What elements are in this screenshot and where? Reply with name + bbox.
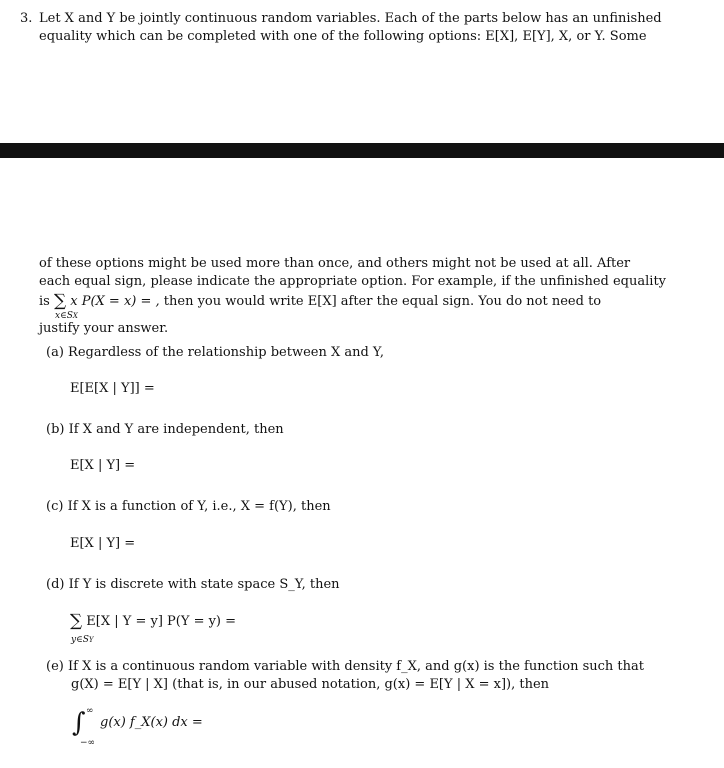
part-c — [46, 498, 331, 516]
part-text: Regardless of the relationship between X and Y, — [68, 345, 384, 360]
integral-lower-limit: −∞ — [80, 738, 96, 748]
problem-number: 3. — [20, 11, 33, 26]
sum-symbol: ∑ — [70, 611, 83, 631]
part-e-equation: g(x) f_X(x) dx = — [100, 715, 203, 730]
part-e-line2: g(X) = E[Y | X] (that is, in our abused notation, g(x) = E[Y | X = x]), then — [71, 677, 550, 692]
part-e — [46, 658, 644, 676]
part-text: If Y is discrete with state space S_Y, then — [68, 577, 340, 592]
example-formula: x P(X = x) = , — [70, 294, 160, 309]
intro-line-2: equality which can be completed with one of the following options: E[X], E[Y], X, or Y. Some — [39, 29, 647, 44]
part-a-equation: E[E[X | Y]] = — [70, 381, 155, 396]
intro-line-5-end: then you would write E[X] after the equal sign. You do not need to — [163, 294, 602, 309]
part-text: If X and Y are independent, then — [68, 422, 284, 437]
part-b — [46, 421, 284, 439]
part-b-equation: E[X | Y] = — [70, 458, 136, 473]
example-sum-subscript: x∈SX — [55, 311, 78, 321]
part-label: (b) — [46, 422, 65, 437]
part-d-equation — [70, 611, 236, 631]
part-label: (c) — [46, 499, 64, 514]
part-c-equation: E[X | Y] = — [70, 536, 136, 551]
part-d-equation-body: E[X | Y = y] P(Y = y) = — [86, 614, 237, 629]
part-a — [46, 344, 384, 362]
intro-line-6: justify your answer. — [39, 321, 169, 336]
intro-line-5-start: is — [39, 294, 50, 309]
sum-symbol: ∑ — [53, 291, 67, 311]
part-label: (a) — [46, 345, 64, 360]
integral-symbol: ∫ — [72, 708, 86, 738]
part-d — [46, 576, 340, 594]
part-text: If X is a function of Y, i.e., X = f(Y), then — [67, 499, 331, 514]
intro-line-1: Let X and Y be jointly continuous random variables. Each of the parts below has an unfinished — [39, 11, 662, 26]
part-label: (e) — [46, 659, 64, 674]
part-label: (d) — [46, 577, 65, 592]
intro-line-5 — [39, 291, 601, 311]
intro-line-4: each equal sign, please indicate the appropriate option. For example, if the unfinished equality — [39, 274, 667, 289]
part-text-line1: If X is a continuous random variable with density f_X, and g(x) is the function such that — [67, 659, 644, 674]
intro-line-3: of these options might be used more than once, and others might not be used at all. After — [39, 256, 631, 271]
redaction-bar — [0, 143, 724, 158]
part-d-sum-subscript: y∈SY — [71, 635, 94, 645]
integral-upper-limit: ∞ — [86, 706, 94, 716]
